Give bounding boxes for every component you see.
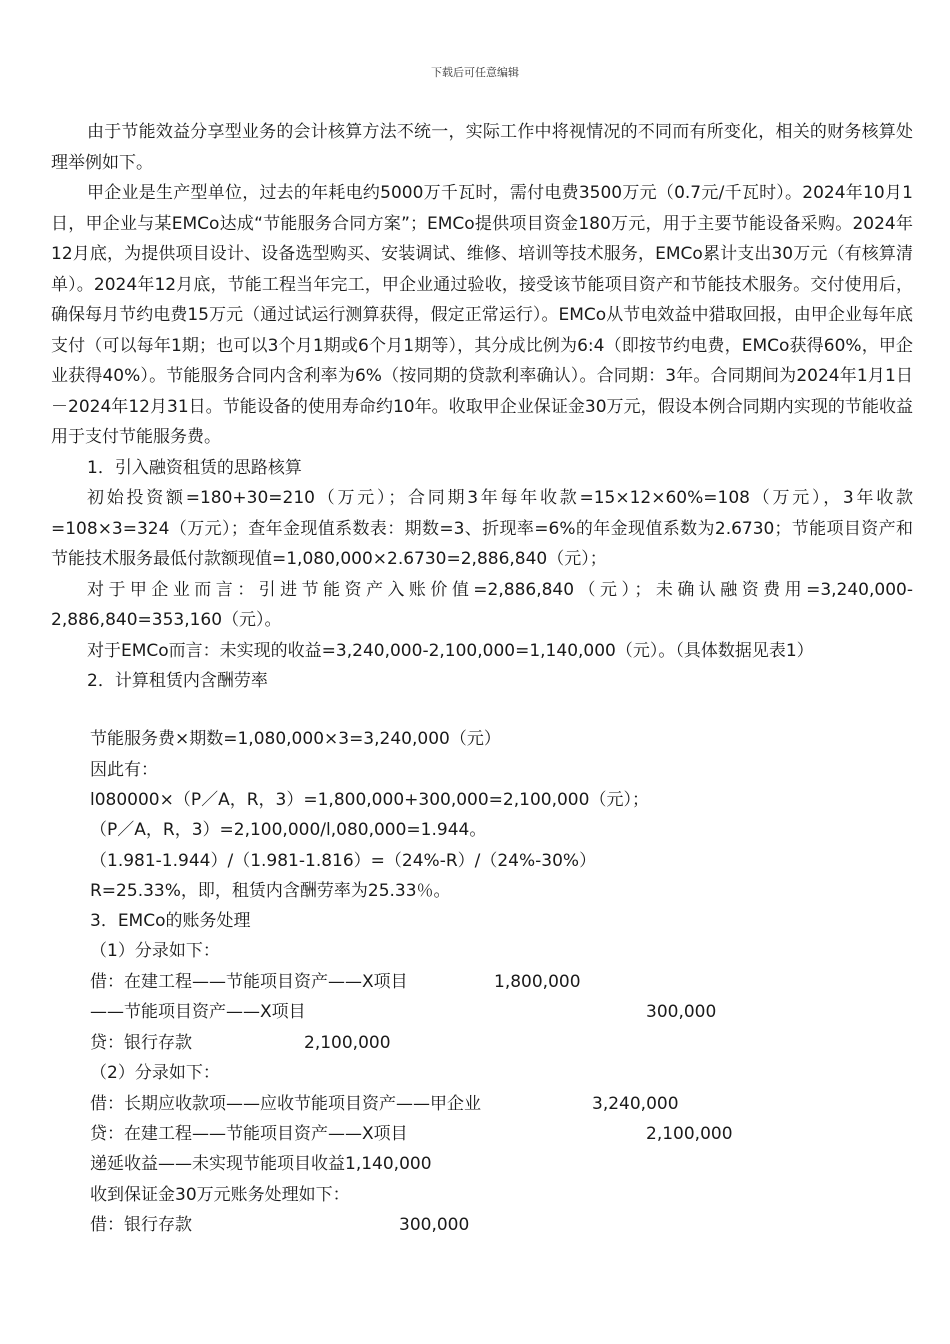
formula-line: （1.981-1.944）/（1.981-1.816）=（24%-R）/（24%-30%） xyxy=(90,851,597,871)
paragraph-party-a: 对于甲企业而言：引进节能资产入账价值=2,886,840（元）；未确认融资费用=3,240,000-2,886,840=353,160（元）。 xyxy=(51,579,913,630)
journal-amount: 300,000 xyxy=(399,1215,470,1235)
entry-heading: （1）分录如下： xyxy=(90,941,220,961)
entry-heading: 收到保证金30万元账务处理如下： xyxy=(90,1185,350,1205)
journal-entry-line: 贷：银行存款 xyxy=(90,1033,192,1053)
journal-entry-line: 贷：在建工程——节能项目资产——X项目 xyxy=(90,1124,408,1144)
section-heading-1: 1．引入融资租赁的思路核算 xyxy=(87,457,302,478)
paragraph-intro: 由于节能效益分享型业务的会计核算方法不统一，实际工作中将视情况的不同而有所变化，相关的财务核算处理举例如下。 xyxy=(51,122,913,173)
journal-entry-line: 借：在建工程——节能项目资产——X项目 xyxy=(90,972,408,992)
paragraph-emco: 对于EMCo而言：未实现的收益=3,240,000-2,100,000=1,140,000（元）。（具体数据见表1） xyxy=(87,640,814,661)
journal-entry-line: 借：银行存款 xyxy=(90,1215,192,1235)
formula-line: 因此有： xyxy=(90,760,158,780)
section-heading-3: 3．EMCo的账务处理 xyxy=(90,911,251,931)
body-text xyxy=(51,117,913,697)
paragraph-initial-investment: 初始投资额=180+30=210（万元）；合同期3年每年收款=15×12×60%=108（万元），3年收款=108×3=324（万元）；查年金现值系数表：期数=3、折现率=6%的年金现值系数为2.6730；节能项目资产和节能技术服务最低付款额现值=1,080,000×2.6730=2,886,840（元）； xyxy=(51,488,913,569)
formula-line: l080000×（P／A，R，3）=1,800,000+300,000=2,100,000（元）； xyxy=(90,790,649,810)
journal-amount: 3,240,000 xyxy=(592,1094,679,1114)
formula-line: （P／A，R，3）=2,100,000/l,080,000=1.944。 xyxy=(90,820,487,840)
journal-amount: 1,800,000 xyxy=(494,972,581,992)
formula-line: 节能服务费×期数=1,080,000×3=3,240,000（元） xyxy=(90,729,501,749)
journal-entry-line: 递延收益——未实现节能项目收益1,140,000 xyxy=(90,1154,432,1174)
journal-amount: 300,000 xyxy=(646,1002,717,1022)
journal-entry-line: ——节能项目资产——X项目 xyxy=(90,1002,306,1022)
paragraph-case: 甲企业是生产型单位，过去的年耗电约5000万千瓦时，需付电费3500万元（0.7元/千瓦时）。2024年10月1日，甲企业与某EMCo达成“节能服务合同方案”；EMCo提供项目资金180万元，用于主要节能设备采购。2024年12月底，为提供项目设计、设备选型购买、安装调试、维修、培训等技术服务，EMCo累计支出30万元（有核算清单）。2024年12月底，节能工程当年完工，甲企业通过验收，接受该节能项目资产和节能技术服务。交付使用后，确保每月节约电费15万元（通过试运行测算获得，假定正常运行）。EMCo从节电效益中猎取回报，由甲企业每年底支付（可以每年1期；也可以3个月1期或6个月1期等），其分成比例为6:4（即按节约电费，EMCo获得60%，甲企业获得40%）。节能服务合同内含利率为6%（按同期的贷款利率确认）。合同期：3年。合同期间为2024年1月1日－2024年12月31日。节能设备的使用寿命约10年。收取甲企业保证金30万元，假设本例合同期内实现的节能收益用于支付节能服务费。 xyxy=(51,183,913,447)
journal-amount: 2,100,000 xyxy=(304,1033,391,1053)
page-header-note: 下载后可任意编辑 xyxy=(431,66,519,79)
journal-amount: 2,100,000 xyxy=(646,1124,733,1144)
entry-heading: （2）分录如下： xyxy=(90,1063,220,1083)
section-heading-2: 2．计算租赁内含酬劳率 xyxy=(87,671,268,691)
journal-entry-line: 借：长期应收款项——应收节能项目资产——甲企业 xyxy=(90,1094,481,1114)
formula-line: R=25.33%，即，租赁内含酬劳率为25.33％。 xyxy=(90,881,451,901)
